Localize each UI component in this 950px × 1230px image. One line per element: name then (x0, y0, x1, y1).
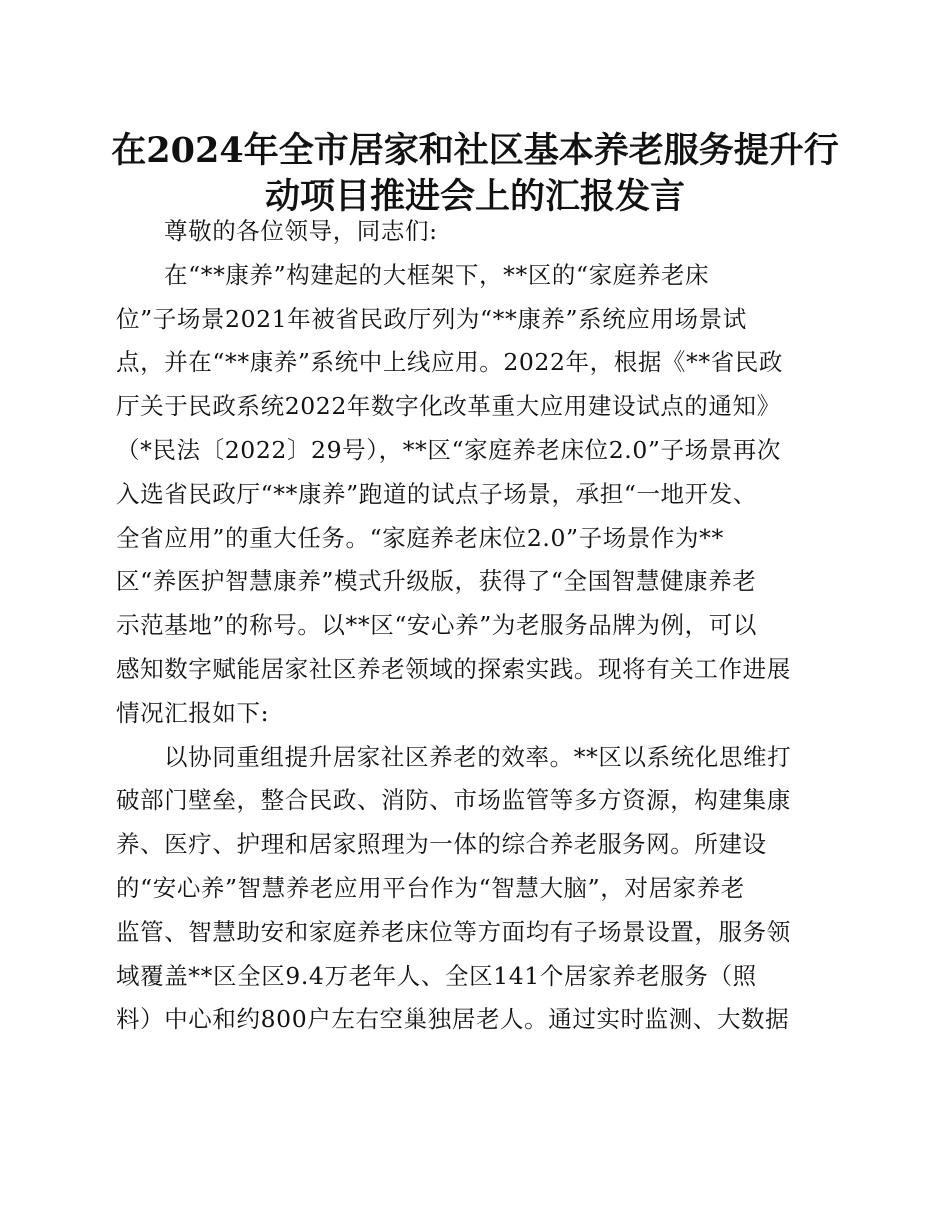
body-line: 的“安心养”智慧养老应用平台作为“智慧大脑”，对居家养老 (116, 873, 745, 902)
title-line-2: 动项目推进会上的汇报发言 (264, 176, 685, 217)
body-line: 监管、智慧助安和家庭养老床位等方面均有子场景设置，服务领 (116, 917, 791, 946)
body-line: 尊敬的各位领导，同志们: (164, 217, 438, 245)
body-text (116, 210, 826, 1042)
body-line: 全省应用”的重大任务。“家庭养老床位2.0”子场景作为** (116, 523, 724, 552)
body-line: 破部门壁垒，整合民政、消防、市场监管等多方资源，构建集康 (116, 786, 791, 815)
body-line: 位”子场景2021年被省民政厅列为“**康养”系统应用场景试 (116, 304, 747, 333)
body-line: （*民法〔2022〕29号），**区“家庭养老床位2.0”子场景再次 (116, 435, 782, 464)
body-line: 示范基地”的称号。以**区“安心养”为老服务品牌为例，可以 (116, 611, 757, 640)
body-line: 情况汇报如下: (116, 698, 270, 727)
body-line: 区“养医护智慧康养”模式升级版，获得了“全国智慧健康养老 (116, 567, 757, 596)
body-line: 料）中心和约800户左右空巢独居老人。通过实时监测、大数据 (116, 1005, 790, 1034)
body-line: 以协同重组提升居家社区养老的效率。**区以系统化思维打 (164, 742, 792, 771)
page-title (110, 128, 840, 220)
body-line: 感知数字赋能居家社区养老领域的探索实践。现将有关工作进展 (116, 654, 791, 683)
body-line: 点，并在“**康养”系统中上线应用。2022年，根据《**省民政 (116, 348, 784, 377)
body-line: 养、医疗、护理和居家照理为一体的综合养老服务网。所建设 (116, 830, 767, 859)
body-line: 在“**康养”构建起的大框架下，**区的“家庭养老床 (164, 260, 710, 289)
body-line: 入选省民政厅“**康养”跑道的试点子场景，承担“一地开发、 (116, 479, 757, 508)
body-line: 厅关于民政系统2022年数字化改革重大应用建设试点的通知》 (116, 392, 781, 421)
body-line: 域覆盖**区全区9.4万老年人、全区141个居家养老服务（照 (116, 961, 757, 990)
title-line-1: 在2024年全市居家和社区基本养老服务提升行 (111, 130, 839, 171)
